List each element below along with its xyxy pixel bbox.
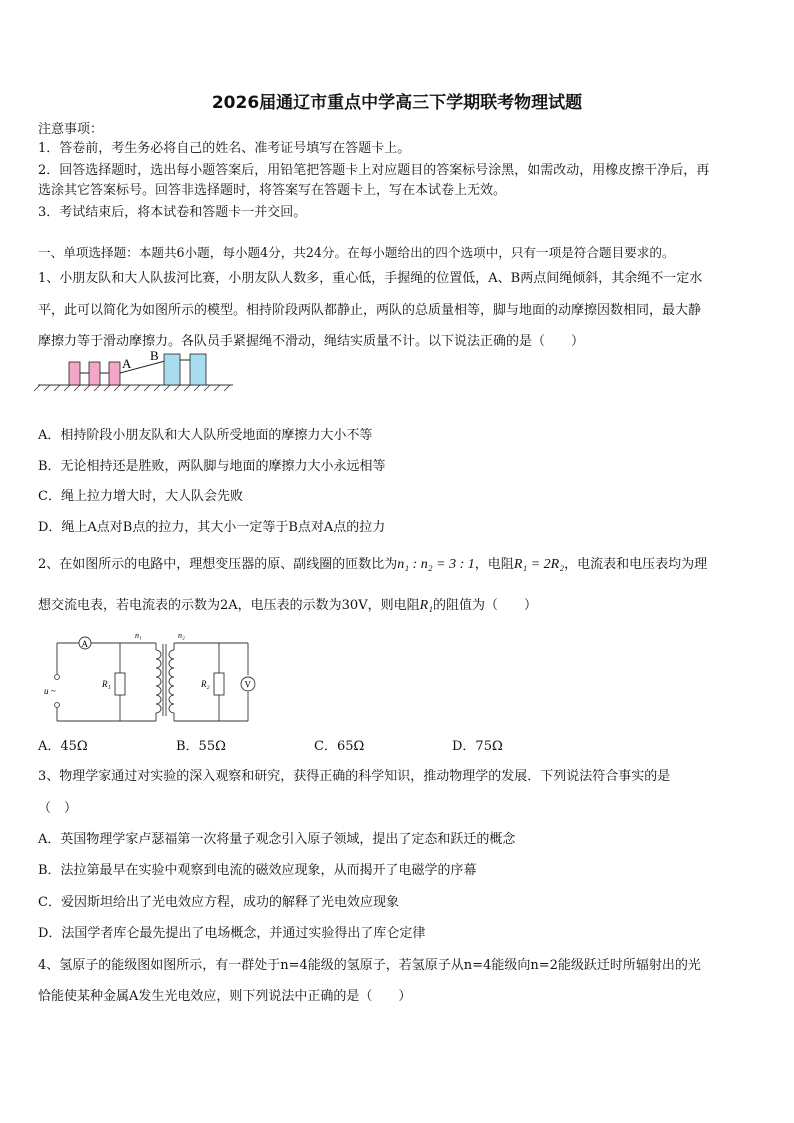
resistor-r1 [115, 673, 125, 695]
q2-text: 的阻值为（ ） [433, 598, 538, 613]
notice-heading: 注意事项： [38, 122, 104, 137]
q4-line: 4、氢原子的能级图如图所示，有一群处于n=4能级的氢原子，若氢原子从n=4能级向n=2能级跃迁时所辐射出的光 [38, 958, 701, 973]
q2-text: 2、在如图所示的电路中，理想变压器的原、副线圈的匝数比为 [38, 557, 398, 572]
adult-block [190, 354, 206, 385]
voltmeter-label: V [244, 679, 251, 690]
child-block [89, 362, 100, 385]
notice-item: 选涂其它答案标号。回答非选择题时，将答案写在答题卡上，写在本试卷上无效。 [38, 183, 507, 198]
r2-label: R₂ [201, 679, 210, 689]
resistor-r2 [214, 673, 224, 695]
q3-option-c: C．爱因斯坦给出了光电效应方程，成功的解释了光电效应现象 [38, 895, 399, 910]
q2-option-c: C．65Ω [314, 739, 365, 754]
q3-line: 3、物理学家通过对实验的深入观察和研究，获得正确的科学知识，推动物理学的发展．下列说法符合事实的是 [38, 769, 671, 784]
tug-of-war-figure [38, 348, 238, 414]
q2-option-b: B．55Ω [176, 739, 226, 754]
source-label: u ~ [44, 686, 56, 696]
q2-line2 [38, 598, 537, 614]
transformer-circuit [38, 630, 268, 726]
q2-text: ，电阻 [474, 557, 514, 572]
child-block [109, 362, 120, 385]
q1-option-d: D．绳上A点对B点的拉力，其大小一定等于B点对A点的拉力 [38, 520, 386, 535]
terminal [55, 703, 60, 708]
q3-option-d: D．法国学者库仑最先提出了电场概念，并通过实验得出了库仑定律 [38, 926, 426, 941]
q3-line: （ ） [38, 801, 78, 816]
q4-line: 恰能使某种金属A发生光电效应，则下列说法中正确的是（ ） [38, 989, 412, 1004]
turns-ratio: n₁ : n₂ = 3 : 1 [397, 557, 475, 572]
q2-text: ，电流表和电压表均为理 [564, 557, 708, 572]
q1-option-a: A．相持阶段小朋友队和大人队所受地面的摩擦力大小不等 [38, 428, 373, 443]
terminal [55, 675, 60, 680]
resistance-relation: R₁ = 2R₂ [513, 557, 565, 572]
notice-item: 1．答卷前，考生务必将自己的姓名、准考证号填写在答题卡上。 [38, 141, 411, 156]
section-heading: 一、单项选择题：本题共6小题，每小题4分，共24分。在每小题给出的四个选项中，只有一项是符合题目要求的。 [38, 245, 675, 260]
n1-label: n₁ [135, 631, 142, 640]
notice-item: 3．考试结束后，将本试卷和答题卡一并交回。 [38, 205, 307, 220]
q1-line: 1、小朋友队和大人队拔河比赛，小朋友队人数多，重心低，手握绳的位置低，A、B两点间绳倾斜，其余绳不一定水 [38, 271, 703, 286]
page-title: 2026届通辽市重点中学高三下学期联考物理试题 [211, 93, 583, 113]
n2-label: n₂ [178, 631, 185, 640]
q2-option-a: A．45Ω [38, 739, 88, 754]
q3-option-b: B．法拉第最早在实验中观察到电流的磁效应现象，从而揭开了电磁学的序幕 [38, 863, 477, 878]
q1-option-b: B．无论相持还是胜败，两队脚与地面的摩擦力大小永远相等 [38, 459, 386, 474]
point-a-label: A [122, 356, 132, 371]
adult-block [164, 354, 180, 385]
point-b-label: B [150, 348, 159, 363]
q1-option-c: C．绳上拉力增大时，大人队会先败 [38, 489, 243, 504]
r1-symbol: R₁ [419, 598, 434, 613]
notice-item: 2．回答选择题时，选出每小题答案后，用铅笔把答题卡上对应题目的答案标号涂黑，如需改动，用橡皮擦干净后，再 [38, 163, 710, 178]
q2-option-d: D．75Ω [452, 739, 503, 754]
q2-text: 想交流电表，若电流表的示数为2A，电压表的示数为30V，则电阻 [38, 598, 420, 613]
r1-label: R₁ [102, 679, 111, 689]
q3-option-a: A．英国物理学家卢瑟福第一次将量子观念引入原子领域，提出了定态和跃迁的概念 [38, 832, 516, 847]
q1-line: 摩擦力等于滑动摩擦力。各队员手紧握绳不滑动，绳结实质量不计。以下说法正确的是（ ） [38, 334, 585, 349]
ground-hatching [34, 385, 230, 391]
q1-line: 平，此可以简化为如图所示的模型。相持阶段两队都静止，两队的总质量相等，脚与地面的动摩擦因数相同，最大静 [38, 303, 702, 318]
q2-line1 [38, 557, 707, 573]
ammeter-label: A [81, 639, 88, 649]
child-block [69, 362, 80, 385]
